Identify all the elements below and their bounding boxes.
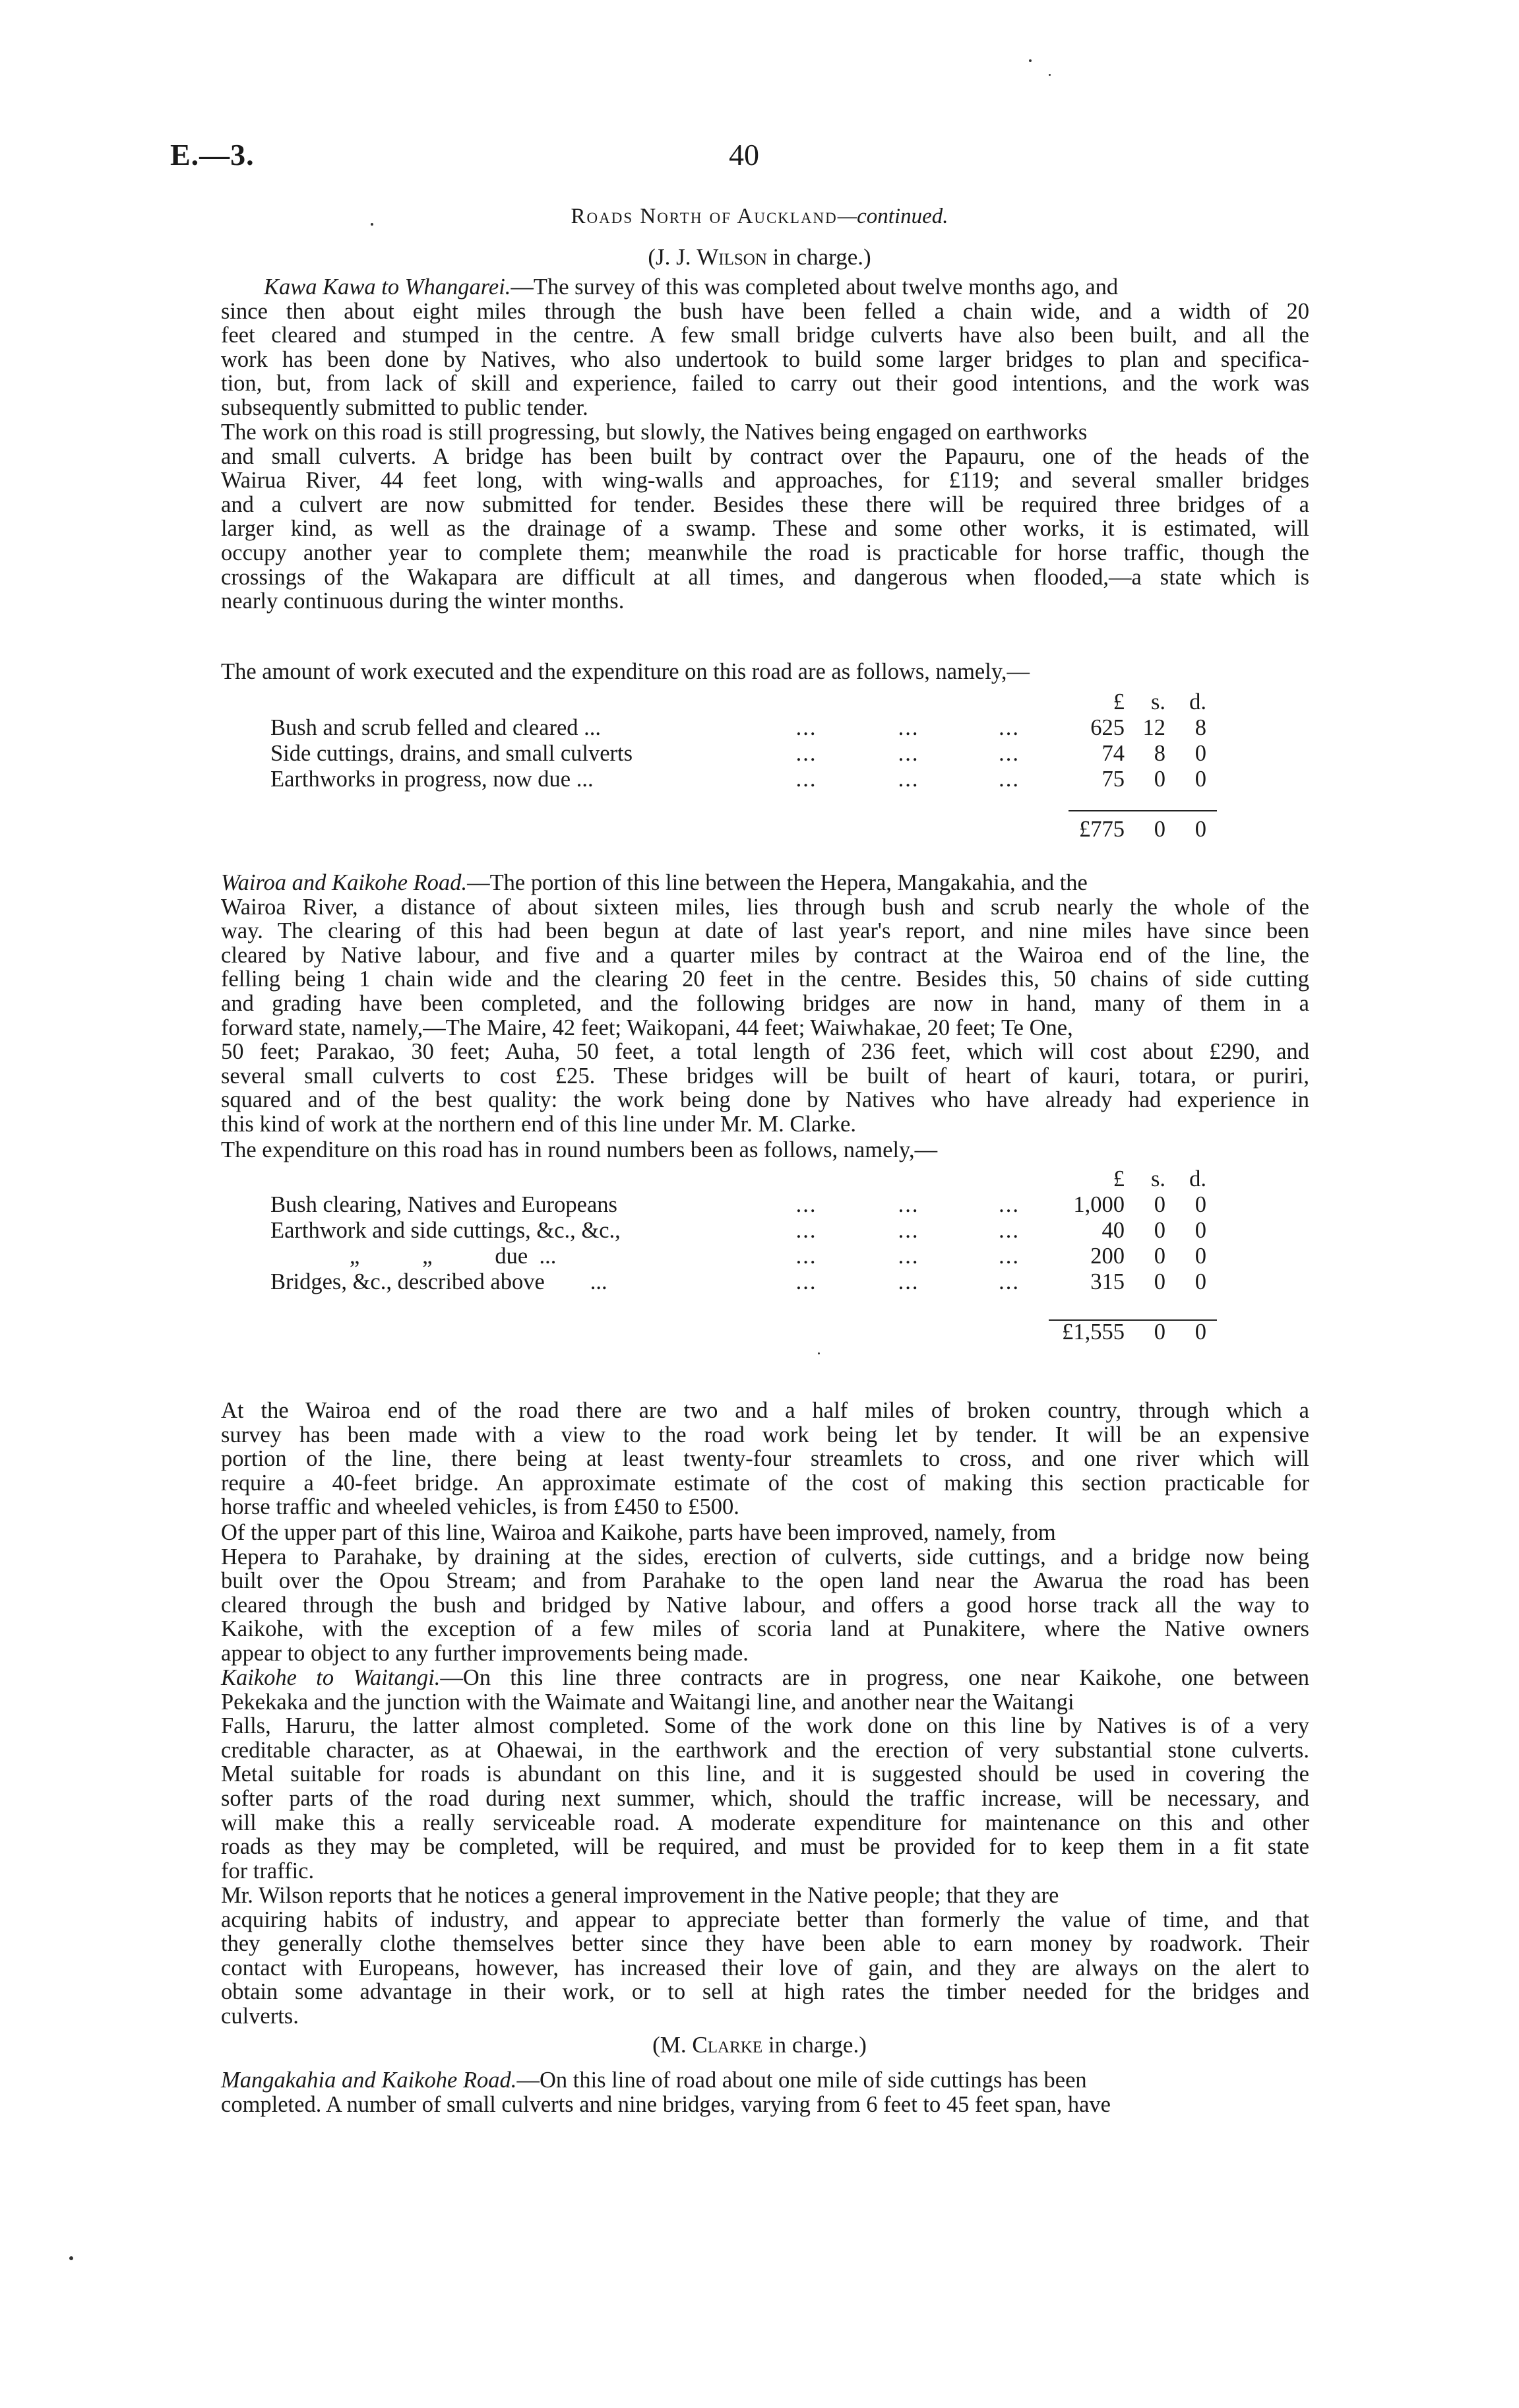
expenditure-table-kawa-kawa bbox=[270, 689, 1206, 842]
scan-speck bbox=[1049, 74, 1051, 76]
scan-speck bbox=[818, 1352, 820, 1354]
paragraph-lead: Kaikohe to Waitangi. bbox=[221, 1665, 441, 1690]
in-charge-heading-clarke: (M. Clarke in charge.) bbox=[652, 2032, 867, 2058]
table-total-row: £1,555 0 0 bbox=[1062, 1319, 1206, 1345]
paragraph-lead: Wairoa and Kaikohe Road. bbox=[221, 870, 468, 895]
paragraph-expenditure-intro: The expenditure on this road has in round numbers been as follows, namely,— bbox=[221, 1137, 938, 1162]
page-number: 40 bbox=[729, 138, 759, 172]
paragraph-amount-intro: The amount of work executed and the expenditure on this road are as follows, namely,— bbox=[221, 659, 1030, 684]
total-rule bbox=[1069, 810, 1217, 811]
in-charge-heading-wilson: (J. J. Wilson in charge.) bbox=[648, 244, 871, 270]
scan-speck bbox=[69, 2256, 73, 2260]
paragraph-wilson-reports: Mr. Wilson reports that he notices a general improvement in the Native people; that they are acquiring habits of industry, and appear to appreciate better than formerly the value of time, and that they generally clothe themselves better since they have been able to earn money by roadwork. Their contact with Europeans, however, has increased their love of gain, and they are always on the alert to obtain some advantage in their work, or to sell at high rates the timber needed for the bridges and culverts. bbox=[221, 1883, 1309, 2029]
officer-name: Wilson bbox=[697, 244, 767, 270]
document-reference: E.—3. bbox=[170, 138, 255, 172]
officer-name: Clarke bbox=[692, 2032, 763, 2058]
scan-speck bbox=[371, 223, 373, 226]
paragraph-wairoa-end: At the Wairoa end of the road there are two and a half miles of broken country, through which a survey has been made with a view to the road work being let by tender. It will be an expensive portion of the line, there being at least twenty-four streamlets to cross, and one river which will require a 40-feet bridge. An approximate estimate of the cost of making this section practicable for horse traffic and wheeled vehicles, is from £450 to £500. bbox=[221, 1398, 1309, 1520]
paragraph-work-progressing: The work on this road is still progressing, but slowly, the Natives being engaged on earthworks and small culverts. A bridge has been built by contract over the Papauru, one of the heads of the Wairua River, 44 feet long, with wing-walls and approaches, for £119; and several smaller bridges and a culvert are now submitted for tender. Besides these there will be required three bridges of a larger kind, as well as the drainage of a swamp. These and some other works, it is estimated, will occupy another year to complete them; meanwhile the road is practicable for horse traffic, though the crossings of the Wakapara are difficult at all times, and dangerous when flooded,—a state which is nearly continuous during the winter months. bbox=[221, 420, 1309, 614]
section-title bbox=[0, 205, 1519, 229]
section-title-continued: —continued. bbox=[837, 205, 948, 228]
paragraph-lead: Kawa Kawa to Whangarei. bbox=[264, 274, 511, 300]
table-header-row: £ s. d. bbox=[1113, 1166, 1206, 1191]
table-row: Bush clearing, Natives and Europeans ... ... ... 1,000 0 0 bbox=[270, 1192, 1206, 1217]
table-row: Earthworks in progress, now due ... ... ... ... 75 0 0 bbox=[270, 767, 1206, 792]
paragraph-kaikohe-waitangi: Kaikohe to Waitangi.—On this line three contracts are in progress, one near Kaikohe, one between Pekekaka and the junction with the Waimate and Waitangi line, and another near the Waitangi Falls, Haruru, the latter almost completed. Some of the work done on this line by Natives is of a very creditable character, as at Ohaewai, in the earthwork and the erection of very substantial stone culverts. Metal suitable for roads is abundant on this line, and it is suggested should be used in covering the softer parts of the road during next summer, which, should the traffic increase, will be necessary, and will make this a really serviceable road. A moderate expenditure for maintenance on this and other roads as they may be completed, will be required, and must be provided for to keep them in a fit state for traffic. bbox=[221, 1665, 1309, 1884]
table-row: Side cuttings, drains, and small culverts ... ... ... 74 8 0 bbox=[270, 741, 1206, 766]
paragraph-mangakahia-kaikohe: Mangakahia and Kaikohe Road.—On this line of road about one mile of side cuttings has been completed. A number of small culverts and nine bridges, varying from 6 feet to 45 feet span, have bbox=[221, 2068, 1111, 2117]
table-row: Bush and scrub felled and cleared ... ... ... ... 625 12 8 bbox=[270, 715, 1206, 740]
table-row: Bridges, &c., described above ... ... ... ... 315 0 0 bbox=[270, 1269, 1206, 1294]
paragraph-wairoa-kaikohe: Wairoa and Kaikohe Road.—The portion of this line between the Hepera, Mangakahia, and the Wairoa River, a distance of about sixteen miles, lies through bush and scrub nearly the whole of the way. The clearing of this had been begun at date of last year's report, and nine miles have since been cleared by Native labour, and five and a quarter miles by contract at the Wairoa end of the line, the felling being 1 chain wide and the clearing 20 feet in the centre. Besides this, 50 chains of side cutting and grading have been completed, and the following bridges are now in hand, many of them in a forward state, namely,—The Maire, 42 feet; Waikopani, 44 feet; Waiwhakae, 20 feet; Te One, 50 feet; Parakao, 30 feet; Auha, 50 feet, a total length of 236 feet, which will cost about £290, and several small culverts to cost £25. These bridges will be built of heart of kauri, totara, or puriri, squared and of the best quality: the work being done by Natives who have already had experience in this kind of work at the northern end of this line under Mr. M. Clarke. bbox=[221, 870, 1309, 1137]
section-title-main: Roads North of Auckland bbox=[571, 205, 838, 228]
table-total-row: £775 0 0 bbox=[1079, 817, 1206, 842]
scan-speck bbox=[1029, 59, 1032, 62]
total-rule bbox=[1049, 1319, 1217, 1321]
table-row: Earthwork and side cuttings, &c., &c., ... ... ... 40 0 0 bbox=[270, 1218, 1206, 1243]
table-header-row: £ s. d. bbox=[1113, 689, 1206, 714]
paragraph-kawa-kawa: Kawa Kawa to Whangarei.—The survey of this was completed about twelve months ago, and since then about eight miles through the bush have been felled a chain wide, and a width of 20 feet cleared and stumped in the centre. A few small bridge culverts have also been built, and all the work has been done by Natives, who also undertook to build some larger bridges to plan and specifica- tion, but, from lack of skill and experience, failed to carry out their good intentions, and the work was subsequently submitted to public tender. bbox=[221, 274, 1309, 420]
table-row: „ „ due ... ... ... ... 200 0 0 bbox=[350, 1244, 1206, 1269]
paragraph-lead: Mangakahia and Kaikohe Road. bbox=[221, 2068, 517, 2093]
expenditure-table-wairoa bbox=[270, 1166, 1206, 1345]
paragraph-upper-part: Of the upper part of this line, Wairoa and Kaikohe, parts have been improved, namely, from Hepera to Parahake, by draining at the sides, erection of culverts, side cuttings, and a bridge now being built over the Opou Stream; and from Parahake to the open land near the Awarua the road has been cleared through the bush and bridged by Native labour, and offers a good horse track all the way to Kaikohe, with the exception of a few miles of scoria land at Punakitere, where the Native owners appear to object to any further improvements being made. bbox=[221, 1520, 1309, 1666]
